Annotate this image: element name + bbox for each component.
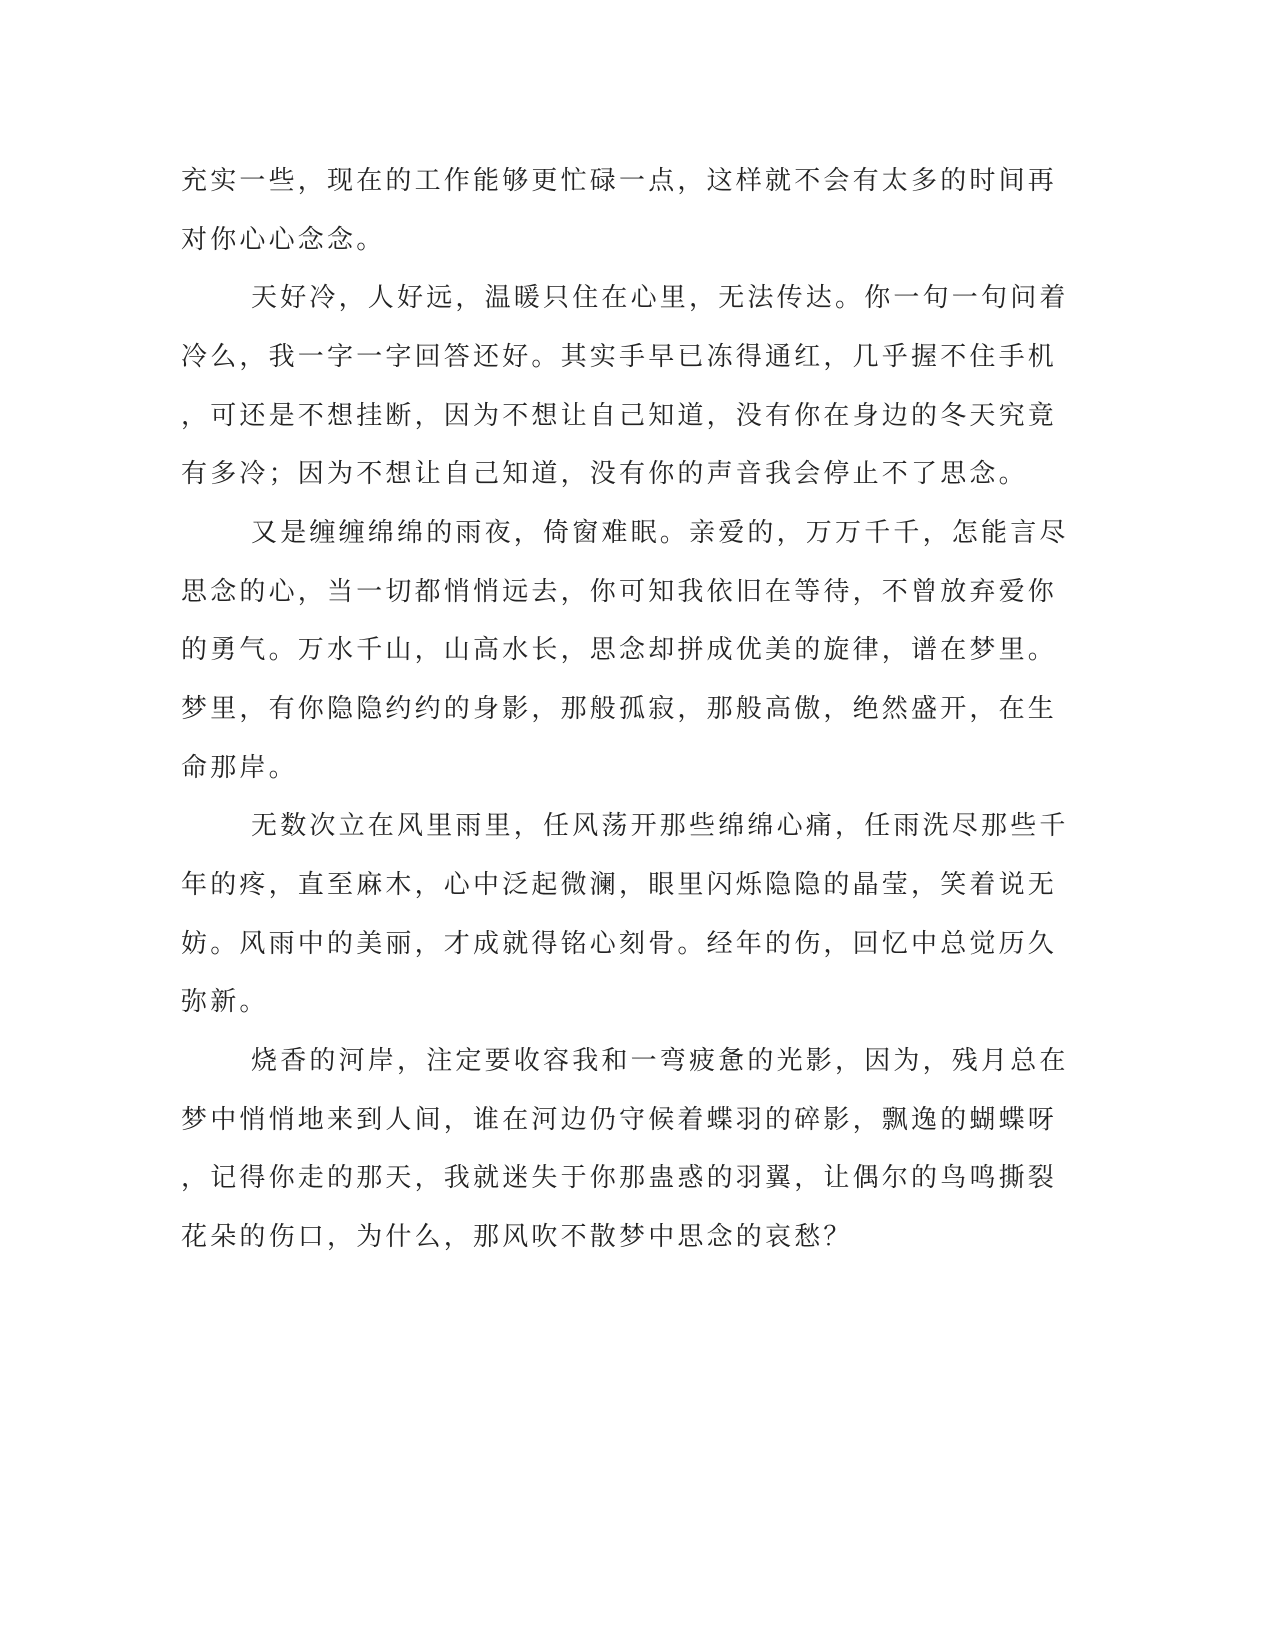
paragraph-5-line-3: ，记得你走的那天，我就迷失于你那蛊惑的羽翼，让偶尔的鸟鸣撕裂: [181, 1163, 1058, 1193]
paragraph-4-line-4: 弥新。: [181, 987, 269, 1017]
paragraph-5-line-4: 花朵的伤口，为什么，那风吹不散梦中思念的哀愁？: [181, 1222, 853, 1252]
paragraph-1-line-1: 充实一些，现在的工作能够更忙碌一点，这样就不会有太多的时间再: [181, 166, 1058, 196]
paragraph-5-line-1: 烧香的河岸，注定要收容我和一弯疲惫的光影，因为，残月总在: [251, 1046, 1069, 1076]
paragraph-2-line-1: 天好冷，人好远，温暖只住在心里，无法传达。你一句一句问着: [251, 283, 1069, 313]
paragraph-4-line-1: 无数次立在风里雨里，任风荡开那些绵绵心痛，任雨洗尽那些千: [251, 811, 1069, 841]
paragraph-3-line-5: 命那岸。: [181, 753, 298, 783]
paragraph-3-line-3: 的勇气。万水千山，山高水长，思念却拼成优美的旋律，谱在梦里。: [181, 635, 1058, 665]
paragraph-4-line-3: 妨。风雨中的美丽，才成就得铭心刻骨。经年的伤，回忆中总觉历久: [181, 929, 1058, 959]
paragraph-4-line-2: 年的疼，直至麻木，心中泛起微澜，眼里闪烁隐隐的晶莹，笑着说无: [181, 870, 1058, 900]
paragraph-3-line-1: 又是缠缠绵绵的雨夜，倚窗难眠。亲爱的，万万千千，怎能言尽: [251, 518, 1069, 548]
paragraph-5-line-2: 梦中悄悄地来到人间，谁在河边仍守候着蝶羽的碎影，飘逸的蝴蝶呀: [181, 1105, 1058, 1135]
paragraph-3-line-4: 梦里，有你隐隐约约的身影，那般孤寂，那般高傲，绝然盛开，在生: [181, 694, 1058, 724]
paragraph-3-line-2: 思念的心，当一切都悄悄远去，你可知我依旧在等待，不曾放弃爱你: [181, 577, 1058, 607]
paragraph-2-line-3: ，可还是不想挂断，因为不想让自己知道，没有你在身边的冬天究竟: [181, 401, 1058, 431]
paragraph-1-line-2: 对你心心念念。: [181, 225, 386, 255]
paragraph-2-line-4: 有多冷；因为不想让自己知道，没有你的声音我会停止不了思念。: [181, 459, 1028, 489]
paragraph-2-line-2: 冷么，我一字一字回答还好。其实手早已冻得通红，几乎握不住手机: [181, 342, 1058, 372]
